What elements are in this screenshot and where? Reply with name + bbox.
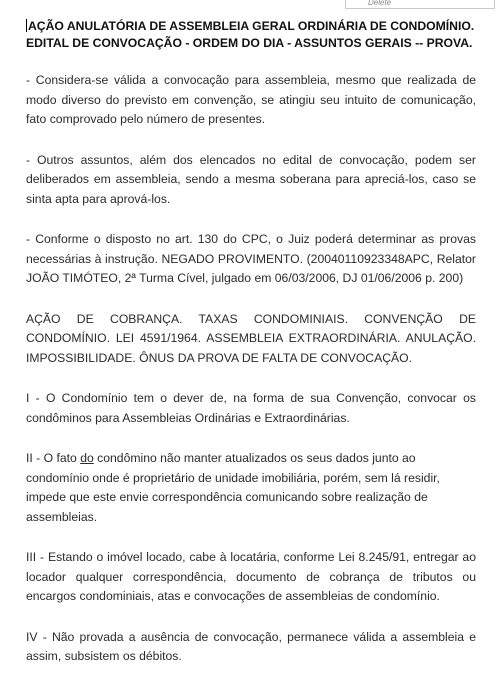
item-ii-rest: condômino não manter atualizados os seus dados junto ao condomínio onde é proprietário de unidade imobiliária, porém, sem lá residir, impede que este envie correspondência comunicando sobre realização de assembleias. — [26, 451, 440, 524]
paragraph-item-i: I - O Condomínio tem o dever de, na forma de sua Convenção, convocar os condôminos para Assembleias Ordinárias e Extraordinárias. — [26, 391, 476, 425]
paragraph-item-iv: IV - Não provada a ausência de convocação, permanece válida a assembleia e assim, subsistem os débitos. — [26, 629, 476, 663]
paragraph-cobranca-heading: AÇÃO DE COBRANÇA. TAXAS CONDOMINIAIS. CONVENÇÃO DE CONDOMÍNIO. LEI 4591/1964. ASSEMBLEIA EXTRAORDINÁRIA. ANULAÇÃO. IMPOSSIBILIDADE. ÔNUS DA PROVA DE FALTA DE CONVOCAÇÃO. — [26, 311, 476, 365]
paragraph-item-iii: III - Estando o imóvel locado, cabe à locatária, conforme Lei 8.245/91, entregar ao locador qualquer correspondência, documento de cobrança de tributos ou encargos condominiais, atas e convocações de assembleias de condomínio. — [26, 550, 476, 603]
delete-button[interactable]: Delete — [345, 0, 495, 9]
document-heading — [26, 18, 476, 52]
text-cursor — [26, 19, 27, 32]
paragraph-item-ii — [26, 449, 476, 527]
item-ii-underlined-word: do — [80, 451, 94, 465]
heading-line-1: AÇÃO ANULATÓRIA DE ASSEMBLEIA GERAL ORDINÁRIA DE CONDOMÍNIO. — [28, 19, 475, 33]
document-page — [26, 18, 476, 688]
item-ii-start: II - O fato — [26, 451, 81, 465]
paragraph-other-subjects: - Outros assuntos, além dos elencados no edital de convocação, podem ser deliberados em assembleia, sendo a mesma soberana para apreciá-los, caso se sinta apta para aprová-los. — [26, 152, 476, 206]
paragraph-cpc-article: - Conforme o disposto no art. 130 do CPC, o Juiz poderá determinar as provas necessárias à instrução. NEGADO PROVIMENTO. (20040110923348APC, Relator JOÃO TIMÓTEO, 2ª Turma Cível, julgado em 06/03/2006, DJ 01/06/2006 p. 200) — [26, 232, 476, 285]
heading-line-2: EDITAL DE CONVOCAÇÃO - ORDEM DO DIA - ASSUNTOS GERAIS -- PROVA. — [26, 36, 473, 50]
paragraph-validity: - Considera-se válida a convocação para assembleia, mesmo que realizada de modo diverso do previsto em convenção, se atingiu seu intuito de comunicação, fato comprovado pelo número de presentes. — [26, 73, 476, 126]
